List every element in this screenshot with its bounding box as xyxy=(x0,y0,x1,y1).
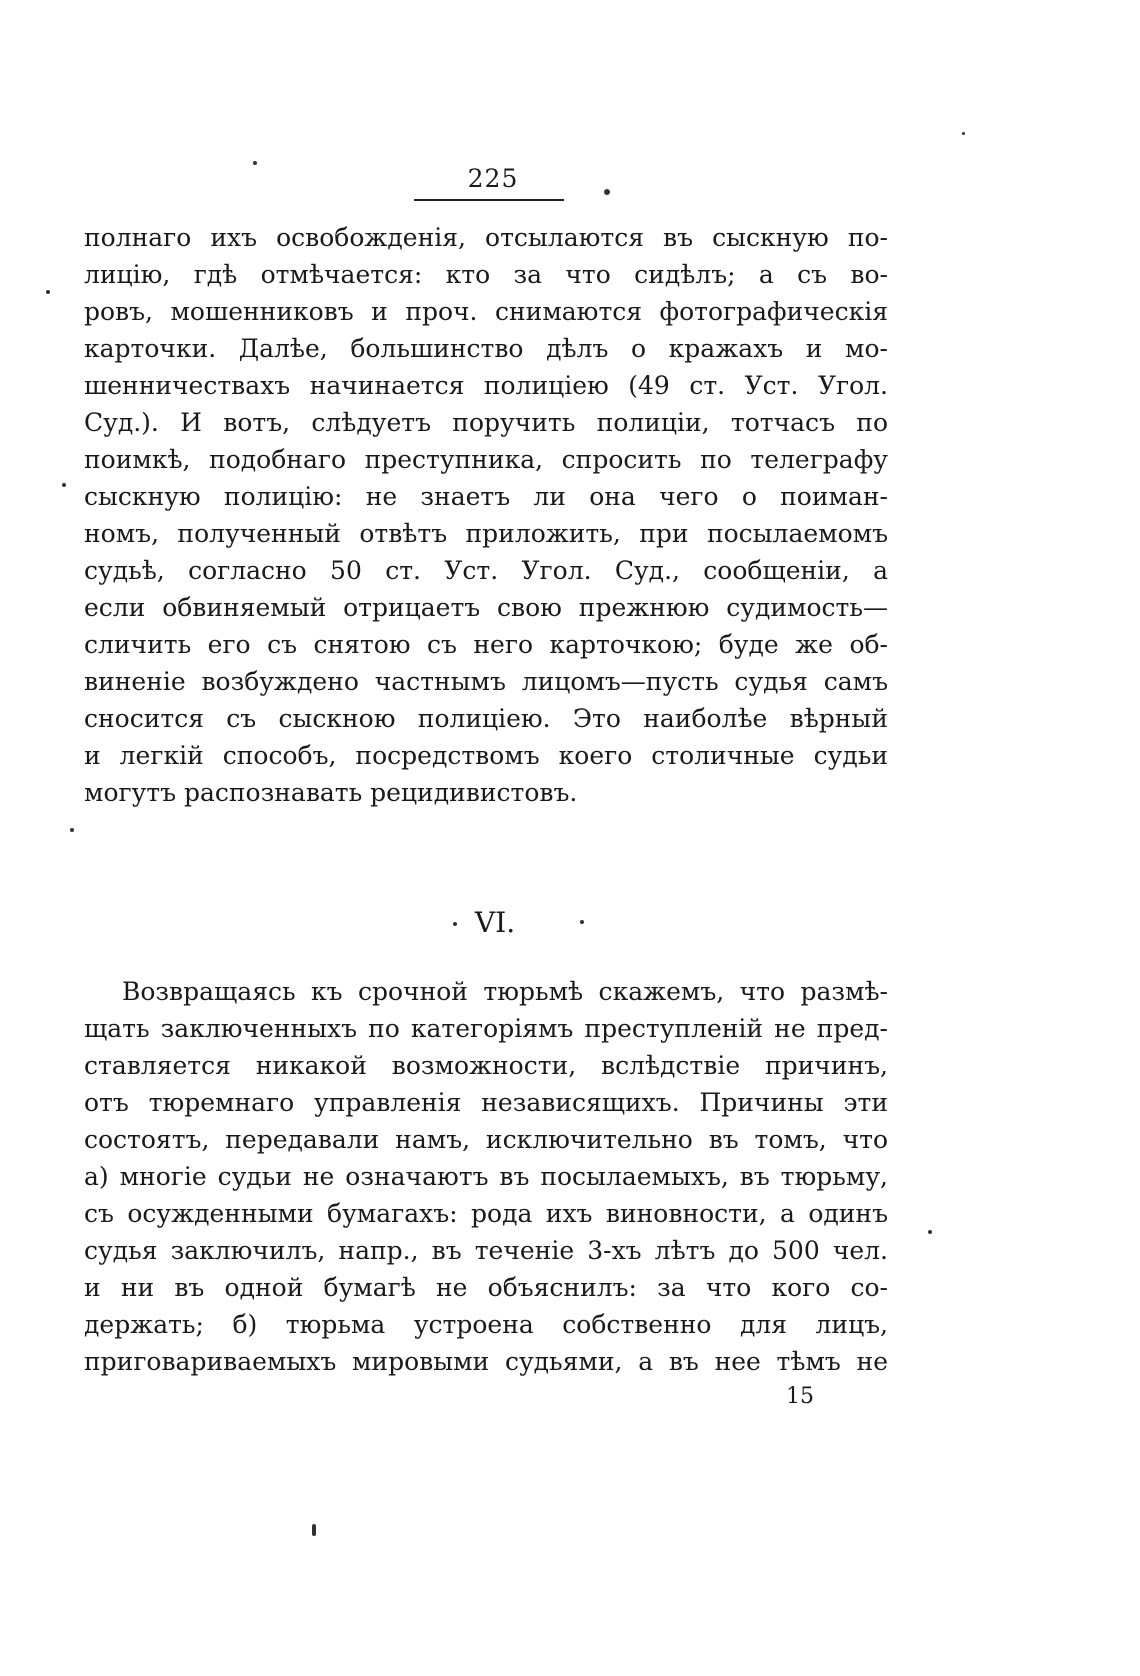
text-line: и ни въ одной бумагѣ не объяснилъ: за что кого со- xyxy=(84,1273,888,1302)
text-line: ровъ, мошенниковъ и проч. снимаются фотографическія xyxy=(84,297,888,326)
scan-speck xyxy=(253,161,257,165)
section-heading: VI. xyxy=(474,906,516,939)
text-line: сыскную полицію: не знаетъ ли она чего о поиман- xyxy=(84,482,888,511)
page-number: 225 xyxy=(467,164,519,193)
text-line: ставляется никакой возможности, вслѣдствіе причинъ, xyxy=(84,1051,888,1080)
text-line: могутъ распознавать рецидивистовъ. xyxy=(84,778,578,807)
text-line: шенничествахъ начинается полиціею (49 ст. Уст. Угол. xyxy=(84,371,888,400)
text-line: карточки. Далѣе, большинство дѣлъ о кражахъ и мо- xyxy=(84,334,888,363)
text-line: если обвиняемый отрицаетъ свою прежнюю судимость— xyxy=(84,593,888,622)
text-line: отъ тюремнаго управленія независящихъ. Причины эти xyxy=(84,1088,888,1117)
text-line: состоятъ, передавали намъ, исключительно въ томъ, что xyxy=(84,1125,888,1154)
text-line: а) многіе судьи не означаютъ въ посылаемыхъ, въ тюрьму, xyxy=(84,1162,888,1191)
text-line: судья заключилъ, напр., въ теченіе 3-хъ лѣтъ до 500 чел. xyxy=(84,1236,888,1265)
scan-speck xyxy=(962,132,965,135)
header-rule xyxy=(414,199,564,201)
scan-speck xyxy=(604,189,610,195)
scan-speck xyxy=(62,483,66,487)
text-line: поимкѣ, подобнаго преступника, спросить по телеграфу xyxy=(84,445,888,474)
text-line: Суд.). И вотъ, слѣдуетъ поручить полиціи, тотчасъ по xyxy=(84,408,888,437)
text-line: полнаго ихъ освобожденія, отсылаются въ сыскную по- xyxy=(84,223,888,252)
text-line: номъ, полученный отвѣтъ приложить, при посылаемомъ xyxy=(84,519,888,548)
text-line: держать; б) тюрьма устроена собственно для лицъ, xyxy=(84,1310,888,1339)
text-line: Возвращаясь къ срочной тюрьмѣ скажемъ, что размѣ- xyxy=(122,977,888,1006)
text-line: виненіе возбуждено частнымъ лицомъ—пусть судья самъ xyxy=(84,667,888,696)
text-line: сносится съ сыскною полиціею. Это наиболѣе вѣрный xyxy=(84,704,888,733)
scan-speck xyxy=(70,828,74,832)
scan-speck xyxy=(312,1524,316,1536)
text-line: приговариваемыхъ мировыми судьями, а въ нее тѣмъ не xyxy=(84,1347,888,1376)
scan-speck xyxy=(46,290,50,294)
signature-mark: 15 xyxy=(786,1384,814,1409)
scan-speck xyxy=(453,922,457,926)
text-line: и легкій способъ, посредствомъ коего столичные судьи xyxy=(84,741,888,770)
scan-speck xyxy=(928,1230,932,1234)
text-line: судьѣ, согласно 50 ст. Уст. Угол. Суд., сообщеніи, а xyxy=(84,556,888,585)
scan-speck xyxy=(580,920,584,924)
text-line: лицію, гдѣ отмѣчается: кто за что сидѣлъ; а съ во- xyxy=(84,260,888,289)
text-line: сличить его съ снятою съ него карточкою; буде же об- xyxy=(84,630,888,659)
text-line: щать заключенныхъ по категоріямъ преступленій не пред- xyxy=(84,1014,888,1043)
text-line: съ осужденными бумагахъ: рода ихъ виновности, а одинъ xyxy=(84,1199,888,1228)
